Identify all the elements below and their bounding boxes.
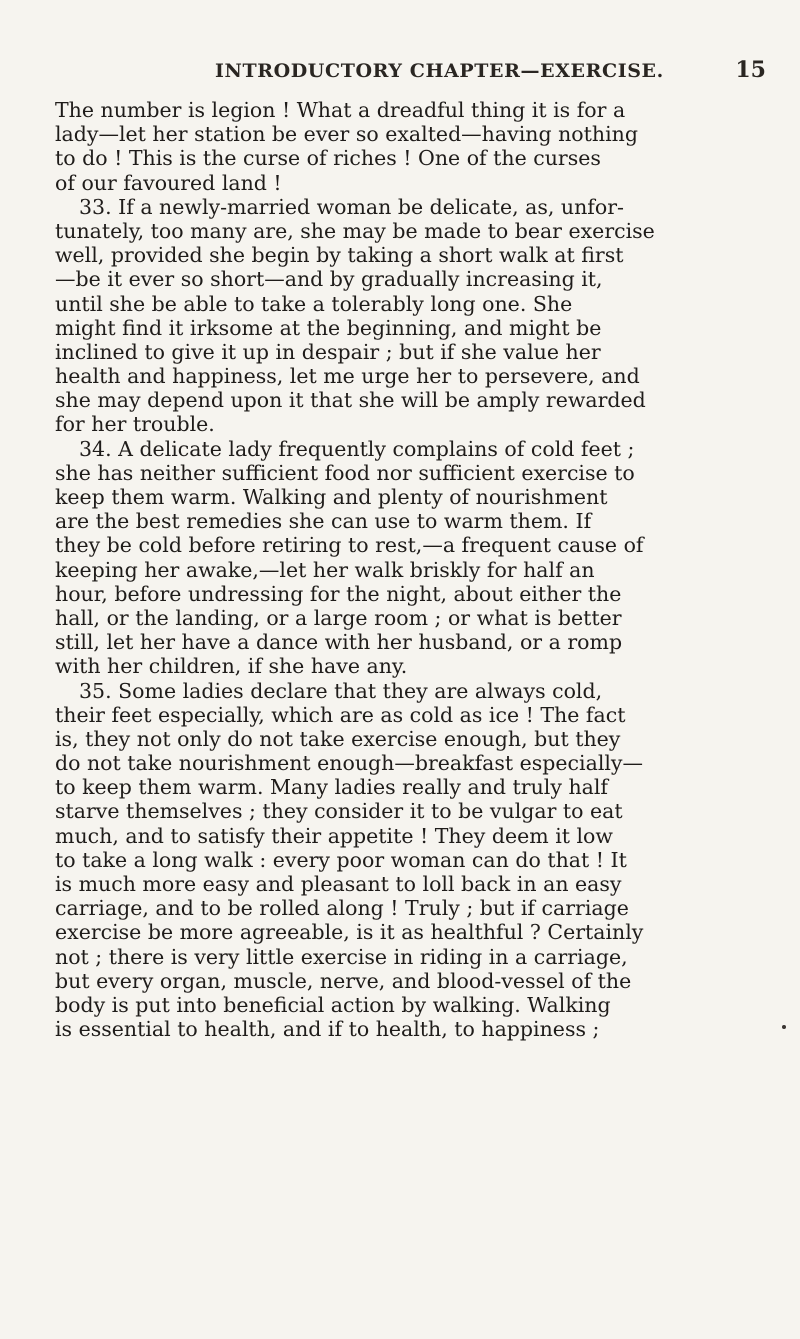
- text-line: for her trouble.: [55, 412, 215, 437]
- text-line: inclined to give it up in despair ; but if she value her: [55, 339, 601, 364]
- text-line: might find it irksome at the beginning, and might be: [55, 315, 602, 340]
- page-number: 15: [735, 57, 766, 83]
- text-line: well, provided she begin by taking a short walk at first: [55, 243, 624, 268]
- text-line: is, they not only do not take exercise enough, but they: [55, 726, 621, 751]
- text-line: tunately, too many are, she may be made to bear exercise: [55, 218, 655, 243]
- text-line: starve themselves ; they consider it to be vulgar to eat: [55, 799, 623, 824]
- text-line: hour, before undressing for the night, about either the: [55, 581, 622, 606]
- text-line: lady—let her station be ever so exalted—having nothing: [55, 122, 638, 147]
- text-line: to do ! This is the curse of riches ! One of the curses: [55, 146, 601, 171]
- paragraph-start-33: 33. If a newly-married woman be delicate, as, unfor-: [79, 194, 624, 219]
- text-line: are the best remedies she can use to warm them. If: [55, 509, 592, 534]
- text-line: The number is legion ! What a dreadful thing it is for a: [55, 98, 626, 122]
- ink-speck: [782, 1025, 786, 1029]
- text-line: until she be able to take a tolerably long one. She: [55, 291, 573, 316]
- text-line: —be it ever so short—and by gradually increasing it,: [55, 267, 603, 292]
- text-line: she has neither sufficient food nor sufficient exercise to: [55, 460, 635, 485]
- paragraph-start-35: 35. Some ladies declare that they are always cold,: [79, 678, 603, 703]
- text-line: exercise be more agreeable, is it as healthful ? Certainly: [55, 920, 644, 945]
- text-line: with her children, if she have any.: [55, 654, 408, 679]
- body-text: [55, 98, 775, 1041]
- running-title: INTRODUCTORY CHAPTER—EXERCISE.: [215, 60, 664, 82]
- text-line: keep them warm. Walking and plenty of nourishment: [55, 485, 608, 509]
- text-line: of our favoured land !: [55, 170, 282, 195]
- text-line: body is put into beneficial action by walking. Walking: [55, 992, 611, 1017]
- text-line: carriage, and to be rolled along ! Truly ; but if carriage: [55, 896, 629, 921]
- paragraph-start-34: 34. A delicate lady frequently complains of cold feet ;: [79, 436, 635, 461]
- text-line: their feet especially, which are as cold as ice ! The fact: [55, 702, 626, 727]
- text-line: health and happiness, let me urge her to persevere, and: [55, 364, 640, 389]
- text-line: she may depend upon it that she will be amply rewarded: [55, 388, 646, 413]
- text-line: keeping her awake,—let her walk briskly for half an: [55, 557, 595, 582]
- text-line: still, let her have a dance with her husband, or a romp: [55, 630, 623, 655]
- text-line: to keep them warm. Many ladies really and truly half: [55, 775, 609, 800]
- running-head: [55, 58, 770, 88]
- text-line: to take a long walk : every poor woman can do that ! It: [55, 847, 627, 872]
- text-line: much, and to satisfy their appetite ! They deem it low: [55, 823, 613, 848]
- text-line: not ; there is very little exercise in riding in a carriage,: [55, 944, 628, 969]
- text-line: is much more easy and pleasant to loll back in an easy: [55, 872, 622, 896]
- text-line: they be cold before retiring to rest,—a frequent cause of: [55, 533, 644, 558]
- text-line: do not take nourishment enough—breakfast especially—: [55, 751, 644, 776]
- text-line: but every organ, muscle, nerve, and blood-vessel of the: [55, 968, 632, 993]
- text-line: hall, or the landing, or a large room ; or what is better: [55, 605, 622, 630]
- text-line: is essential to health, and if to health, to happiness ;: [55, 1017, 600, 1042]
